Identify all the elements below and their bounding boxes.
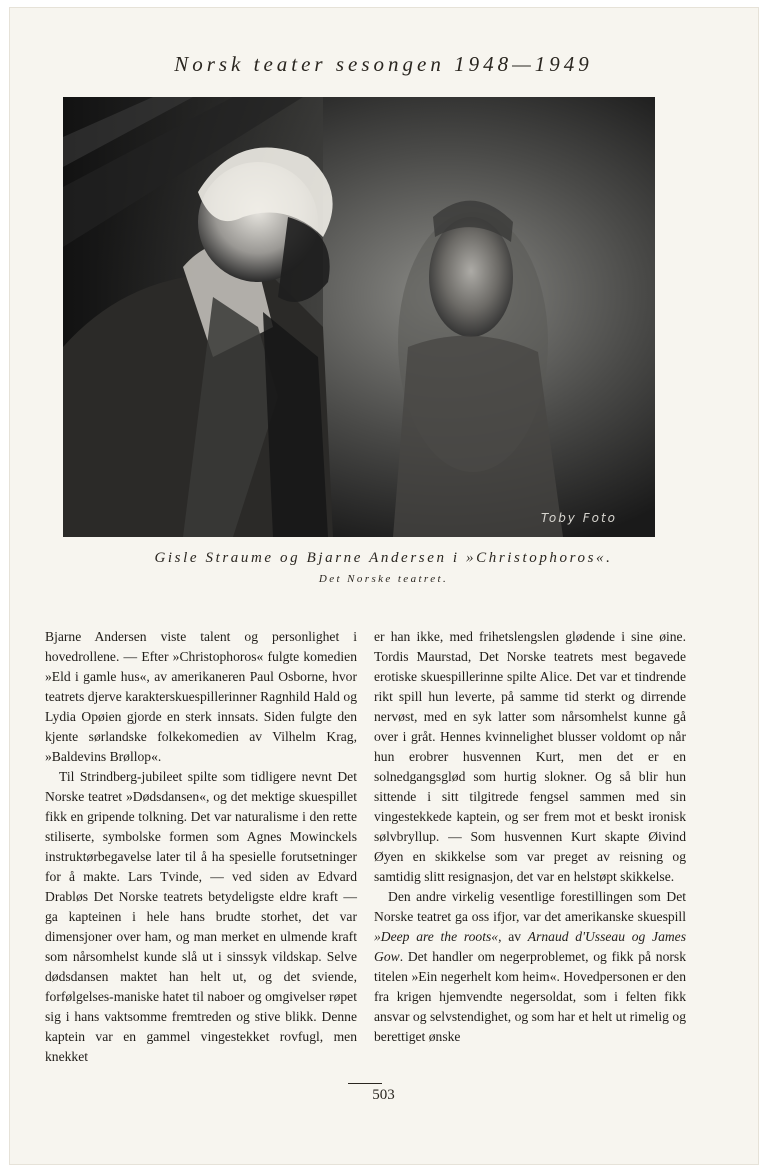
play-authors: Arnaud d'Usseau og James Gow xyxy=(374,929,687,964)
photographer-signature: Toby Foto xyxy=(541,511,618,525)
right-column xyxy=(374,627,686,1047)
right-paragraph-2-text-c: . Det handler om negerproblemet, og fikk på norsk titelen »Ein negerhelt kom heim«. Hovedpersonen er den fra krigen hjemvendte negersoldat, som i felten fikk ansvar og selvstendighet, og som har et helt ut rimelig og berettiget ønske xyxy=(374,949,686,1044)
play-title: »Deep are the roots« xyxy=(374,929,499,944)
folio-rule xyxy=(348,1083,382,1084)
left-paragraph-2: Til Strindberg-jubileet spilte som tidligere nevnt Det Norske teatret »Dødsdansen«, og det mektige skuespillet fikk en gripende tolkning. Det var naturalisme i den rette stiliserte, symbolske formen som Agnes Mowinckels instruktørbegavelse later til å ha spesielle forutsetninger for å makte. Lars Tvinde, — ved siden av Edvard Drabløs Det Norske teatrets betydeligste eldre kraft — ga kapteinen i hele hans brudte storhet, det var dimensjoner over ham, og man merket en ulmende kraft som nårsomhelst kunde slå ut i sinssyk vildskap. Selve dødsdansen maktet han helt ut, og det sviende, forfølgelses-maniske hatet til naboer og omgivelser røpet sig i hans vaktsomme fremtreden og stive blikk. Denne kaptein var en gammel vingestekket rovfugl, men knekket xyxy=(45,769,357,1064)
photo-caption-credit: Det Norske teatret. xyxy=(318,573,449,585)
stage-photo xyxy=(63,97,655,537)
running-title: Norsk teater sesongen 1948—1949 xyxy=(174,52,593,76)
right-paragraph-2 xyxy=(374,887,686,1047)
right-paragraph-1: er han ikke, med frihetslengslen glødende i sine øine. Tordis Maurstad, Det Norske teatrets mest begavede erotiske skuespillerinne spilte Alice. Det var et tindrende rikt spill hun leverte, på samme tid sterkt og dirrende nervøst, med en syk latter som nårsomhelst kunne gå over i gråt. Hennes kvinnelighet blusser voldomt op når hun erobrer husvennen Kurt, men det er en solnedgangsglød som hurtig slokner. Og så blir hun sittende i sitt tilgitrede fengsel sammen med sin vingestekkede kaptein, og ser frem mot et beskt ironisk sølvbryllup. — Som husvennen Kurt skapte Øivind Øyen en skikkelse som var preget av reisning og samtidig slitt resignasjon, det var en helstøpt skikkelse. xyxy=(374,629,686,884)
left-column xyxy=(45,627,357,1067)
page-number: 503 xyxy=(372,1087,395,1103)
photo-caption: Gisle Straume og Bjarne Andersen i »Christophoros«. xyxy=(154,550,613,566)
left-paragraph-1: Bjarne Andersen viste talent og personlighet i hovedrollene. — Efter »Christophoros« fulgte komedien »Eld i gamle hus«, av amerikaneren Paul Osborne, hvor teatrets djerve karakterskuespillerinner Ragnhild Hald og Lydia Opøien gjorde en sterk innsats. Siden fulgte den kjente sørlandske folkekomedien av Vilhelm Krag, »Baldevins Brøllop«. xyxy=(45,629,357,764)
right-paragraph-2-text-a: Den andre virkelig vesentlige forestillingen som Det Norske teatret ga oss ifjor, var det amerikanske skuespill xyxy=(374,889,686,924)
right-paragraph-2-text-b: , av xyxy=(498,929,528,944)
